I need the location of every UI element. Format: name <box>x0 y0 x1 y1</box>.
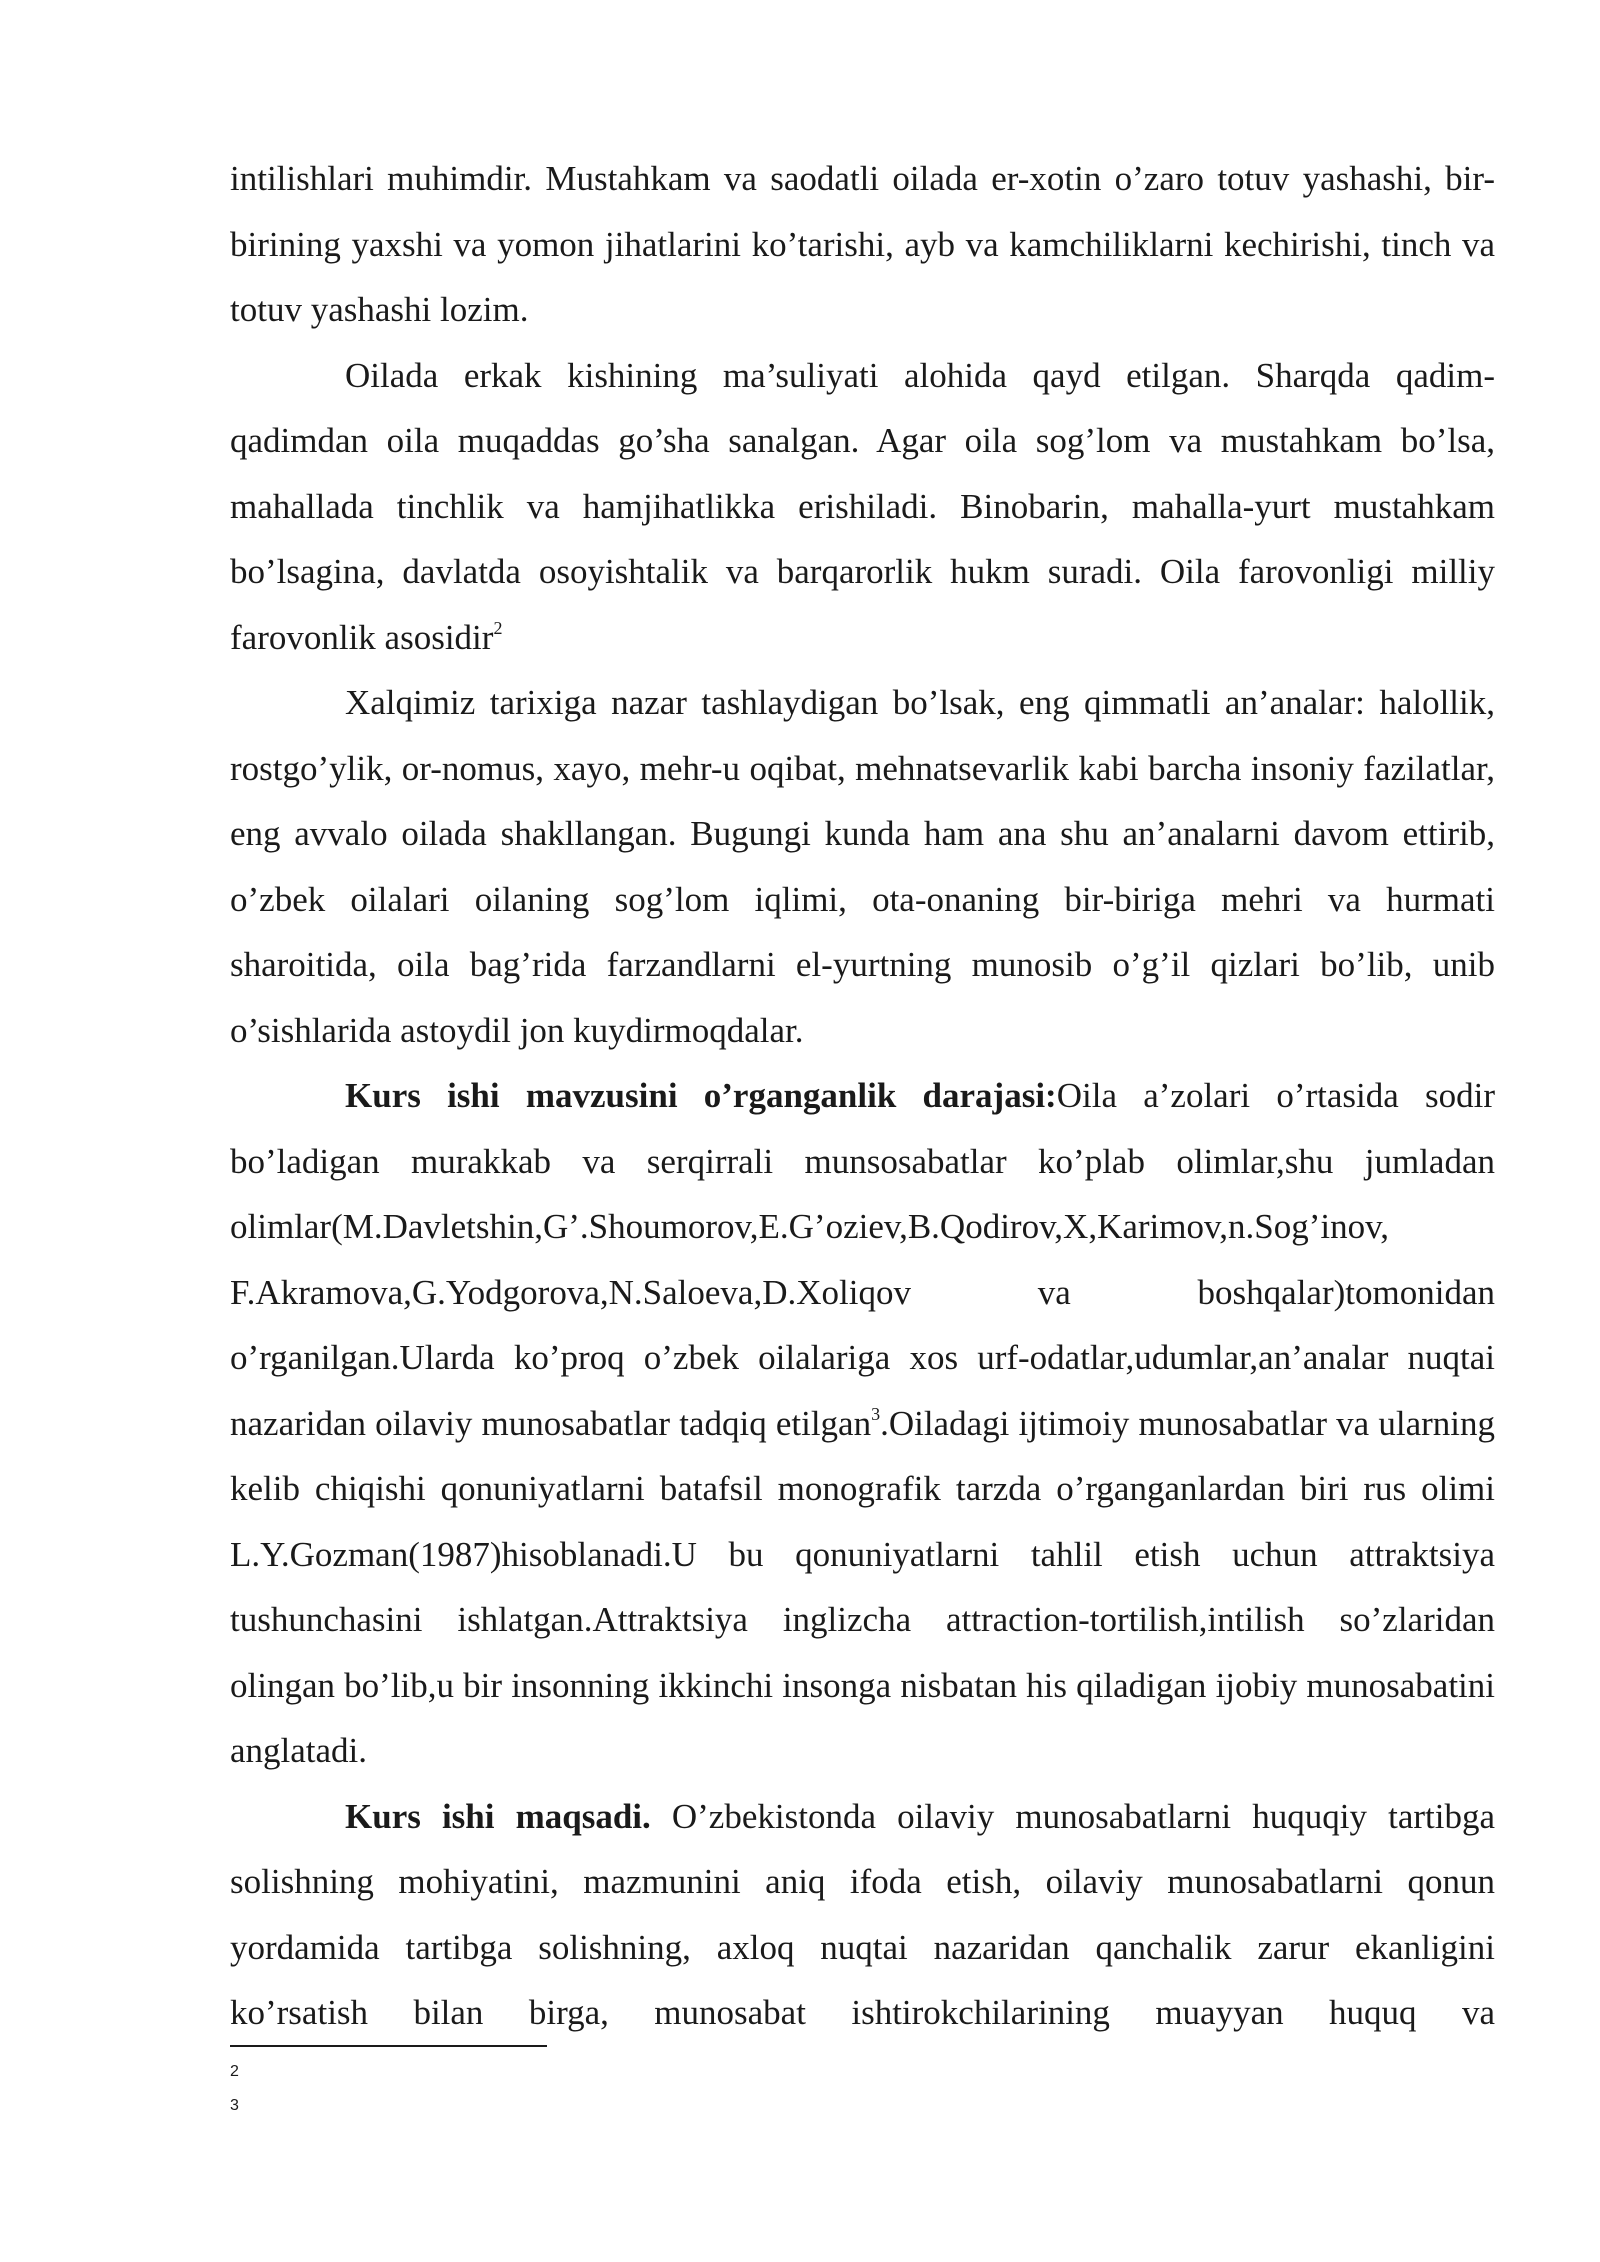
paragraph-1-text: intilishlari muhimdir. Mustahkam va saodatli oilada er-xotin o’zaro totuv yashashi, bir-birining yaxshi va yomon jihatlarini ko’tarishi, ayb va kamchiliklarni kechirishi, tinch va totuv yashashi lozim. <box>230 159 1495 329</box>
footnote-2: 2 <box>230 2063 239 2080</box>
document-page <box>230 146 1495 2046</box>
goal-text: O’zbekistonda oilaviy munosabatlarni huquqiy tartibga solishning mohiyatini, mazmunini aniq ifoda etish, oilaviy munosabatlarni qonun yordamida tartibga solishning, axloq nuqtai nazaridan qanchalik zarur ekanligini ko’rsatish bilan birga, munosabat ishtirokchilarining muayyan huquq va <box>230 1796 1495 2032</box>
footnotes-section <box>230 2045 1495 2123</box>
paragraph-study-level <box>230 1063 1495 1784</box>
goal-heading: Kurs ishi maqsadi. <box>345 1796 651 1836</box>
footnote-ref-2[interactable]: 2 <box>493 617 503 638</box>
paragraph-3 <box>230 670 1495 1063</box>
paragraph-goal <box>230 1784 1495 2046</box>
paragraph-3-text: Xalqimiz tarixiga nazar tashlaydigan bo’lsak, eng qimmatli an’analar: halollik, rostgo’ylik, or-nomus, xayo, mehr-u oqibat, mehnatsevarlik kabi barcha insoniy fazilatlar, eng avvalo oilada shakllangan. Bugungi kunda ham ana shu an’analarni davom ettirib, o’zbek oilalari oilaning sog’lom iqlimi, ota-onaning bir-biriga mehri va hurmati sharoitida, oila bag’rida farzandlarni el-yurtning munosib o’g’il qizlari bo’lib, unib o’sishlarida astoydil jon kuydirmoqdalar. <box>230 683 1495 1050</box>
paragraph-2 <box>230 343 1495 671</box>
footnote-separator <box>230 2045 547 2047</box>
paragraph-2-text: Oilada erkak kishining ma’suliyati alohida qayd etilgan. Sharqda qadim-qadimdan oila muqaddas go’sha sanalgan. Agar oila sog’lom va mustahkam bo’lsa, mahallada tinchlik va hamjihatlikka erishiladi. Binobarin, mahalla-yurt mustahkam bo’lsagina, davlatda osoyishtalik va barqarorlik hukm suradi. Oila farovonligi milliy farovonlik asosidir <box>230 355 1495 657</box>
study-level-text-a: Oila a’zolari o’rtasida sodir bo’ladigan murakkab va serqirrali munsosabatlar ko’plab olimlar,shu jumladan olimlar(M.Davletshin,G’.Shoumorov,E.G’oziev,B.Qodirov,X,Karimov,n.Sog’inov, F.Akramova,G.Yodgorova,N.Saloeva,D.Xoliqov va boshqalar)tomonidan o’rganilgan.Ularda ko’proq o’zbek oilalariga xos urf-odatlar,udumlar,an’analar nuqtai nazaridan oilaviy munosabatlar tadqiq etilgan <box>230 1076 1495 1443</box>
footnote-3: 3 <box>230 2097 239 2114</box>
study-level-heading: Kurs ishi mavzusini o’rganganlik darajasi: <box>345 1076 1057 1115</box>
footnote-ref-3[interactable]: 3 <box>871 1403 881 1424</box>
study-level-text-b: .Oiladagi ijtimoiy munosabatlar va ularning kelib chiqishi qonuniyatlarni batafsil monografik tarzda o’rganganlardan biri rus olimi L.Y.Gozman(1987)hisoblanadi.U bu qonuniyatlarni tahlil etish uchun attraktsiya tushunchasini ishlatgan.Attraktsiya inglizcha attraction-tortilish,intilish so’zlaridan olingan bo’lib,u bir insonning ikkinchi insonga nisbatan his qiladigan ijobiy munosabatini anglatadi. <box>230 1403 1495 1770</box>
paragraph-1 <box>230 146 1495 343</box>
